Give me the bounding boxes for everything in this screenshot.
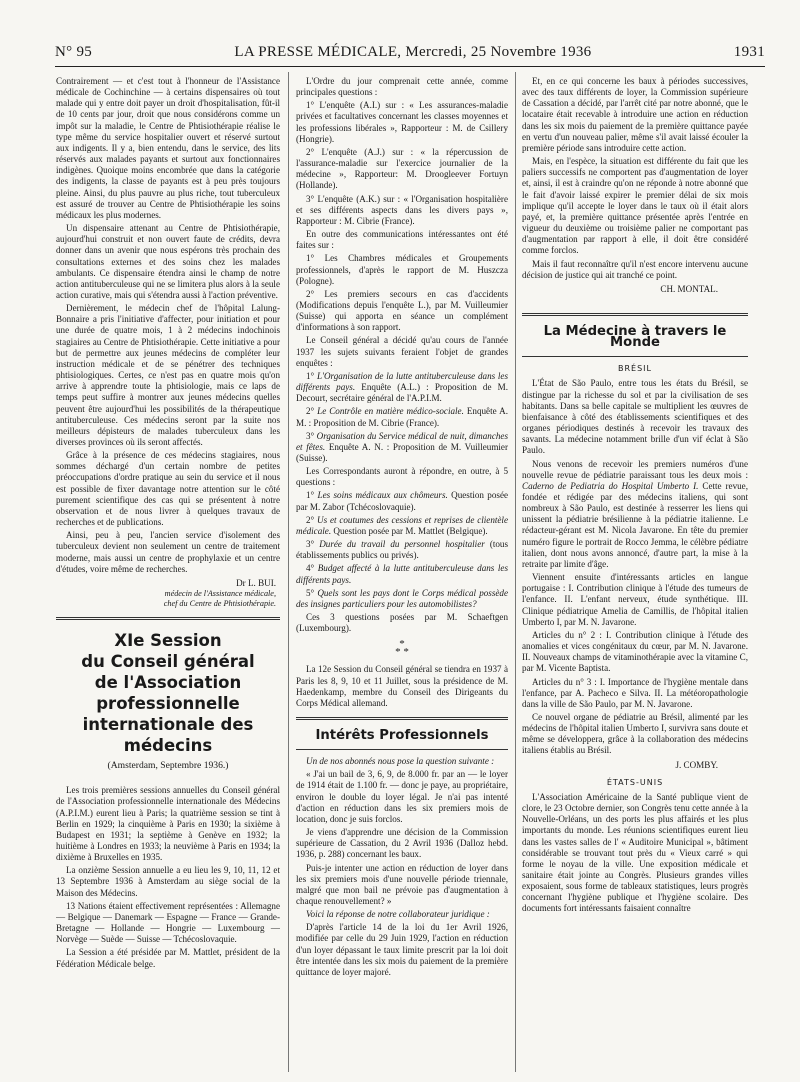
item-topic: Durée du travail du personnel hospitalier [319,539,485,550]
author-signature: CH. MONTAL. [660,283,718,294]
list-item [296,431,508,464]
paragraph: L'Association Américaine de la Santé publique vient de clore, le 23 Octobre dernier, son Congrès tenu cette année à la Nouvelle-Orléans, un des ports les plus affairés et les plus importants du monde. Les réunions scientifiques eurent lieu dans les vastes salles de l' « Auditoire Municipal », bâtiment considérable se trouvant tout près du « Vieux carré » qui forme le noyau de la ville. Une exposition médicale et sanitaire était jointe au Congrès. Plusieurs grandes villes exposaient, sous forme de tableaux statistiques, leurs progrès concernant l'hygiène publique et l'hygiène scolaire. Des documents fort intéressants faisaient connaître [522,791,748,914]
item-text: Question posée par M. Mattlet (Belgique). [333,525,488,536]
column-separator [515,72,516,1072]
paragraph: Contrairement — et c'est tout à l'honneur de l'Assistance médicale de Cochinchine — à certains dispensaires où tout malade qui y entre doit payer un droit d'hospitalisation, fût-il de 10 cents par jour, droit que nous considérons comme un impôt sur la maladie, le Centre de Phtisiothérapie réalise le type même du service hospitalier ouvert et réservé surtout aux indigents. Il y a, bien entendu, dans le service, des lits réservés aux malades payants et surtout aux fonctionnaires indigènes. Quoique moins encombrée que dans la catégorie des indigents, la classe de payants est à peu près toujours pleine. Ainsi, du plus pauvre au plus riche, tout tuberculeux est assuré de trouver au Centre de Phtisiothérapie les soins médicaux les plus modernes. [56,76,280,220]
section-title: La Médecine à travers le Monde [543,323,727,351]
title-line: de l'Association professionnelle [94,673,242,714]
text-run: Nous venons de recevoir les premiers numéros d'une nouvelle revue de pédiatrie paraissant tous les deux mois : [522,458,748,480]
intro-italic: Voici la réponse de notre collaborateur juridique : [306,909,490,920]
paragraph: Viennent ensuite d'intéressants articles en langue portugaise : I. Contribution clinique à l'étude des tumeurs de l'enfance. II. L'enfant nerveux, étude synthétique. III. Clinique pédiatrique Amelia de Camillis, de l'hôpital italien Umberto I, par M. N. Javarone. [522,572,748,627]
item-number: 1° [306,370,315,381]
paragraph: Je viens d'apprendre une décision de la Commission supérieure de Cassation, du 2 Avril 1936 (Dalloz hebd. 1936, p. 288) concernant les baux. [296,827,508,860]
paragraph: Et, en ce qui concerne les baux à périodes successives, avec des taux différents de loyer, la Commission supérieure de Cassation a décidé, par l'arrêt cité par notre abonné, que le locataire était recevable à introduire une action en réduction dans les six mois du paiement de la première quittance payée en vertu d'un nouveau palier, même s'il avait laissé écouler la première période sans introduire cette action. [522,76,748,153]
paragraph: La onzième Session annuelle a eu lieu les 9, 10, 11, 12 et 13 Septembre 1936 à Amsterdam au siège social de la Maison des Médecins. [56,865,280,898]
paragraph: 1° L'enquête (A.I.) sur : « Les assurances-maladie privées et facultatives concernant les classes moyennes et les professions libérales », Rapporteur : M. de Csillery (Hongrie). [296,100,508,144]
page-number: 1931 [733,44,765,60]
journal-name: Caderno de Pediatria do Hospital Umberto I. [522,480,699,491]
paragraph [296,909,508,920]
section-divider [56,617,280,620]
column-1 [56,76,280,1066]
item-number: 5° [306,587,315,598]
list-item [296,539,508,561]
issue-number: N° 95 [55,44,93,60]
item-topic: Quels sont les pays dont le Corps médical possède des insignes particuliers pour les automobilistes? [296,587,508,609]
header-rule [55,66,765,67]
text-run: Cette revue, fondée et rédigée par des médecins italiens, qui sont nombreux à São Paulo, est destinée à resserrer les liens qui unissent la pédiatrie brésilienne à la pédiatrie italienne. Le rédacteur-gérant est M. Nicola Javarone. En tête du premier numéro figure le portrait de Rocco Jemma, le célèbre pédiatre italien, dont nous avons annoncé, d'autre part, la mise à la retraite par limite d'âge. [522,480,748,569]
paragraph: Articles du n° 2 : I. Contribution clinique à l'étude des anomalies et vices congénitaux du cœur, par M. N. Javarone. II. Nouveaux champs de vitaminothérapie avec la vitamine C, par M. Vicente Baptista. [522,629,748,674]
title-line: du Conseil général [81,652,255,672]
article-title [56,630,280,756]
list-item [296,490,508,512]
paragraph: Mais il faut reconnaître qu'il n'est encore intervenu aucune décision de justice qui ait tranché ce point. [522,258,748,280]
paragraph: « J'ai un bail de 3, 6, 9, de 8.000 fr. par an — le loyer de 1914 était de 1.100 fr. — donc je paye, au propriétaire, environ le double du loyer légal. Je n'ai pas intenté d'action en réduction dans les six premiers mois de location, donc je suis forclos. [296,769,508,824]
paragraph: Ce nouvel organe de pédiatrie au Brésil, alimenté par les médecins de l'hôpital italien Umberto I, survivra sans doute et même se développera, grâce à la collaboration des médecins italiens établis au Brésil. [522,711,748,756]
paragraph: La Session a été présidée par M. Mattlet, président de la Fédération Médicale belge. [56,947,280,969]
article-subtitle: (Amsterdam, Septembre 1936.) [107,760,229,772]
item-number: 3° [306,430,315,441]
title-line: internationale des médecins [82,715,254,756]
paragraph: Ces 3 questions posées par M. Schaeftgen (Luxembourg). [296,612,508,634]
paragraph: 3° L'enquête (A.K.) sur : « l'Organisation hospitalière et ses différents aspects dans les divers pays », Rapporteur : M. Cibrie (France). [296,193,508,226]
paragraph: Un dispensaire attenant au Centre de Phtisiothérapie, aujourd'hui construit et non ouvert faute de crédits, devra donner dans un avenir que nous espérons très prochain des consultations externes et des soins chez les malades ambulants. Ce dispensaire étendra ainsi le champ de notre action antituberculeuse qui ne se limitera plus alors à la seule action curative, mais qui s'étendra aussi à l'action préventive. [56,223,280,300]
journal-title-date: LA PRESSE MÉDICALE, Mercredi, 25 Novembre 1936 [234,44,592,60]
item-topic: Organisation du Service médical de nuit, dimanches et fêtes. [296,430,508,452]
column-separator [288,72,289,1072]
paragraph: 1° Les Chambres médicales et Groupements professionnels, d'après le rapport de M. Huszcza (Pologne). [296,253,508,286]
section-title-rule [296,749,508,750]
item-number: 2° [306,406,315,417]
item-text: (tous établissements publics ou privés). [296,539,508,561]
paragraph: Les Correspondants auront à répondre, en outre, à 5 questions : [296,466,508,488]
country-heading: ÉTATS-UNIS [606,777,664,787]
item-topic: L'Organisation de la lutte antituberculeuse dans les différents pays. [296,370,508,393]
section-title: Intérêts Professionnels [315,727,489,743]
author-signature: J. COMBY. [675,759,718,770]
item-text: Enquête (A.L.) : Proposition de M. Decourt, secrétaire général de l'A.P.I.M. [296,382,508,404]
item-number: 2° [306,514,315,525]
paragraph: L'État de São Paulo, entre tous les états du Brésil, se distingue par la richesse du sol et par la civilisation de ses habitants. Dans sa belle capitale se multiplient les œuvres de bienfaisance à côté des établissements scientifiques et des organes périodiques destinés à recevoir les travaux des savants. La médecine notamment brille d'un vif éclat à São Paulo. [522,378,748,456]
item-topic: Budget affecté à la lutte antituberculeuse dans les différents pays. [296,563,508,585]
item-number: 1° [306,490,315,501]
paragraph: 13 Nations étaient effectivement représentées : Allemagne — Belgique — Danemark — Espagne — France — Grande-Bretagne — Hollande — Hongrie — Luxembourg — Norvège — Suède — Suisse — Tchécoslovaquie. [56,900,280,945]
item-text: Question posée par M. Zabor (Tchécoslovaquie). [296,490,508,512]
paragraph: D'après l'article 14 de la loi du 1er Avril 1926, modifiée par celle du 29 Juin 1929, l'action en réduction d'un loyer dépassant le taux limite prescrit par la loi doit être intentée dans les six mois du paiement de la première quittance de loyer majoré. [296,922,508,977]
paragraph: 2° Les premiers secours en cas d'accidents (Modifications depuis l'enquête L.), par M. Vuilleumier (Suisse) qui apporta en séance un complément d'informations à son rapport. [296,288,508,333]
item-topic: Les soins médicaux aux chômeurs. [317,490,448,501]
author-signature [56,578,276,609]
item-text: Enquête A. N. : Proposition de M. Vuilleumier (Suisse). [296,441,508,463]
paragraph: 2° L'enquête (A.J.) sur : « la répercussion de l'assurance-maladie sur l'exercice journalier de la médecine », Rapporteur: M. Droogleever Fortuyn (Hollande). [296,146,508,191]
paragraph: L'Ordre du jour comprenait cette année, comme principales questions : [296,76,508,98]
paragraph: Puis-je intenter une action en réduction de loyer dans les six premiers mois d'une nouvelle période triennale, malgré que mon bail ne prévoie pas d'augmentation à chaque renouvellement? » [296,862,508,906]
item-number: 4° [306,563,315,574]
title-line: XIe Session [114,631,222,651]
intro-italic: Un de nos abonnés nous pose la question suivante : [306,756,495,767]
column-3 [522,76,748,1066]
asterism-separator: * * * [395,638,409,659]
author-title: médecin de l'Assistance médicale, [164,589,276,599]
paragraph: Ainsi, peu à peu, l'ancien service d'isolement des tuberculeux devient non seulement un centre de traitement moderne, mais aussi un centre de prophylaxie et un centre d'études, voire même de recherches. [56,530,280,574]
paragraph: En outre des communications intéressantes ont été faites sur : [296,229,508,251]
item-topic: Us et coutumes des cessions et reprises de clientèle médicale. [296,514,508,536]
paragraph: Articles du n° 3 : I. Importance de l'hygiène mentale dans l'enfance, par A. Pacheco e Silva. II. La météoropathologie dans la ville de São Paulo, par M. N. Javarone. [522,676,748,709]
column-2 [296,76,508,1066]
author-title: chef du Centre de Phtisiothérapie. [163,599,276,609]
paragraph: La 12e Session du Conseil général se tiendra en 1937 à Paris les 8, 9, 10 et 11 Juillet, sous la présidence de M. Haedenkamp, membre du Conseil des Dirigeants du Corps Médical allemand. [296,664,508,708]
country-heading: BRÉSIL [618,364,652,374]
paragraph [296,756,508,767]
paragraph: Les trois premières sessions annuelles du Conseil général de l'Association professionnelle internationale des Médecins (A.P.I.M.) eurent lieu à Paris; la quatrième session se tint à Berlin en 1929; la cinquième à Paris en 1930; la sixième à Budapest en 1931; la septième à Genève en 1932; la huitième à Londres en 1933; la neuvième à Paris en 1934; la dixième à Bruxelles en 1935. [56,785,280,863]
list-item [296,588,508,610]
list-item [296,515,508,537]
paragraph [522,459,748,571]
paragraph: Dernièrement, le médecin chef de l'hôpital Lalung-Bonnaire a pris l'initiative d'affecter, pour initiation et pour une durée de quatre mois, 1 à 2 médecins indochinois stagiaires au Centre de Phtisiothérapie. Cette initiative a pour but de permettre aux jeunes médecins de compléter leur instruction médicale et de se pénétrer des techniques phtisiologiques. Certes, ce n'est pas en quatre mois qu'on arrive à apprendre toute la phtisiologie, mais ce laps de temps peut suffire à montrer aux jeunes médecins quelles peuvent être aujourd'hui les possibilités de la thérapeutique antituberculeuse. Ces médecins seront par la suite nos meilleurs dépisteurs de malades tuberculeux dans les diverses provinces où ils seront affectés. [56,303,280,447]
author-name: Dr L. BUI. [236,577,276,588]
item-number: 3° [306,539,315,550]
section-divider [296,717,508,720]
list-item [296,563,508,585]
section-title-rule [522,356,748,357]
page-header [55,44,765,64]
item-topic: Le Contrôle en matière médico-sociale. [317,406,464,417]
section-divider [522,313,748,316]
paragraph: Le Conseil général a décidé qu'au cours de l'année 1937 les sujets suivants feraient l'objet de grandes enquêtes : [296,335,508,368]
list-item [296,371,508,404]
paragraph: Mais, en l'espèce, la situation est différente du fait que les paliers successifs ne comportent pas d'augmentation de loyer et, ainsi, il est à craindre qu'on ne réponde à notre abonné que le fait d'avoir laissé expirer le premier délai de six mois implique qu'il accepte le loyer dans le taux où il était alors payé, et, la première quittance présentée après l'entrée en vigueur du deuxième ou troisième palier ne comportant pas d'augmentation par rapport à elle, il doit être considéré comme forclos. [522,156,748,256]
paragraph: Grâce à la présence de ces médecins stagiaires, nous sommes déchargé d'un certain nombre de petites préoccupations d'ordre pratique au sein du service et il nous est possible de fixer davantage notre attention sur le côté purement scientifique des cas qui se présentent à notre observation et de nous livrer à quelques travaux de recherches et de publications. [56,450,280,528]
item-text: Enquête A. M. : Proposition de M. Cibrie (France). [296,406,508,428]
list-item [296,406,508,428]
